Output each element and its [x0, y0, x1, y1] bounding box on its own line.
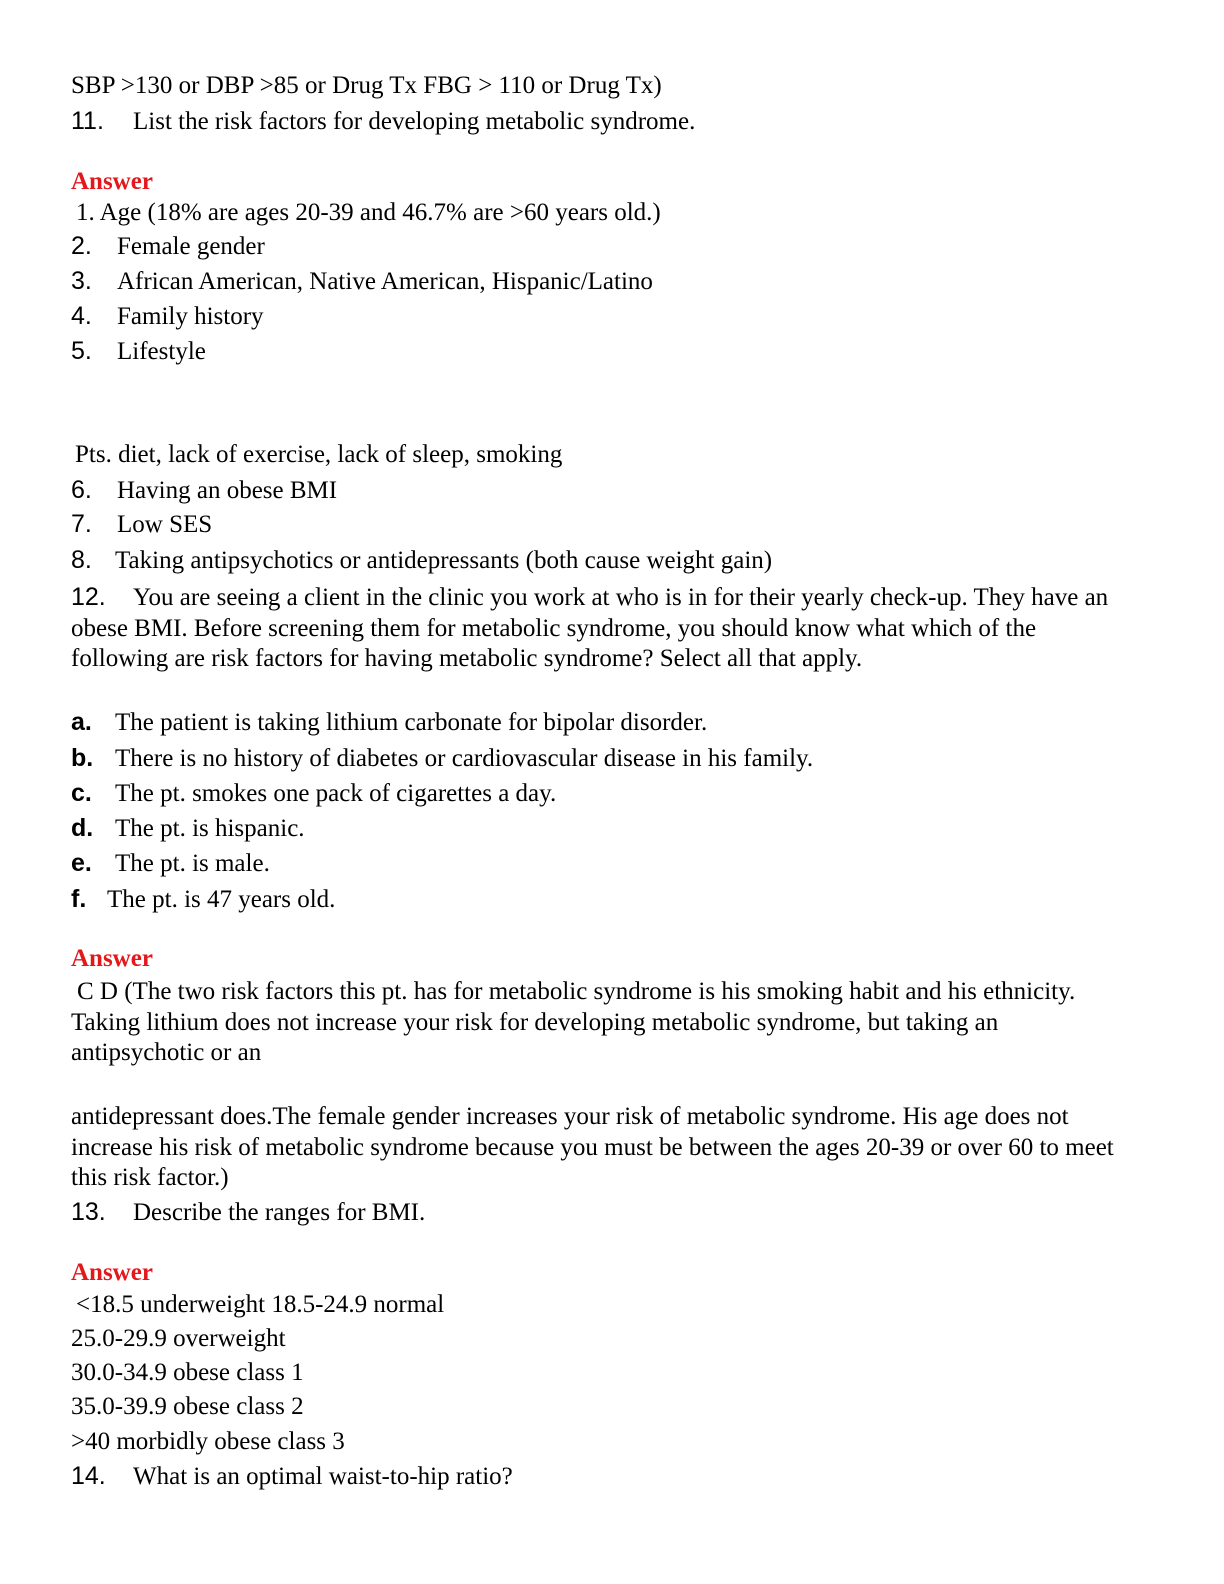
option-text: There is no history of diabetes or cardiovascular disease in his family. — [115, 745, 814, 772]
list-item — [71, 231, 265, 262]
bmi-range: >40 morbidly obese class 3 — [71, 1428, 345, 1455]
answer-12-part-1: C D (The two risk factors this pt. has for metabolic syndrome is his smoking habit and his ethnicity. Taking lithium does not increase your risk for developing metabolic syndrome, but taking an antipsychotic or an — [71, 978, 1076, 1066]
list-item: 1. Age (18% are ages 20-39 and 46.7% are >60 years old.) — [76, 199, 661, 226]
list-text: Family history — [117, 303, 264, 330]
option-b — [71, 743, 813, 774]
option-e — [71, 848, 270, 879]
question-text: List the risk factors for developing metabolic syndrome. — [133, 108, 696, 135]
list-number: 6. — [71, 476, 92, 504]
list-number: 4. — [71, 302, 92, 330]
list-text: Low SES — [117, 511, 213, 538]
bmi-range: 35.0-39.9 obese class 2 — [71, 1393, 304, 1420]
lifestyle-details: Pts. diet, lack of exercise, lack of sleep, smoking — [75, 441, 563, 468]
option-d — [71, 813, 305, 844]
question-14 — [71, 1461, 513, 1492]
list-number: 8. — [71, 546, 92, 574]
option-c — [71, 778, 556, 809]
question-number: 14. — [71, 1462, 106, 1490]
bmi-range: <18.5 underweight 18.5-24.9 normal — [76, 1291, 445, 1318]
option-f — [71, 884, 335, 915]
list-number: 2. — [71, 232, 92, 260]
list-item — [71, 266, 653, 297]
list-item — [71, 336, 206, 367]
question-text: You are seeing a client in the clinic you work at who is in for their yearly check-up. They have an obese BMI. Before screening them for metabolic syndrome, you should know what which of the following are risk factors for having metabolic syndrome? Select all that apply. — [71, 584, 1109, 672]
list-text: African American, Native American, Hispanic/Latino — [117, 268, 653, 295]
option-text: The patient is taking lithium carbonate for bipolar disorder. — [115, 709, 708, 736]
question-text: Describe the ranges for BMI. — [133, 1199, 426, 1226]
question-number: 13. — [71, 1198, 106, 1226]
list-item — [71, 475, 337, 506]
list-text: Female gender — [117, 233, 265, 260]
option-letter: c. — [71, 779, 92, 807]
list-item — [71, 301, 264, 332]
bmi-range: 30.0-34.9 obese class 1 — [71, 1359, 304, 1386]
answer-label: Answer — [71, 1259, 153, 1286]
bmi-range: 25.0-29.9 overweight — [71, 1325, 286, 1352]
answer-label: Answer — [71, 945, 153, 972]
question-number: 12. — [71, 583, 106, 611]
list-text: Having an obese BMI — [117, 477, 338, 504]
question-11 — [71, 106, 695, 137]
option-text: The pt. is 47 years old. — [107, 886, 336, 913]
list-number: 5. — [71, 337, 92, 365]
list-item — [71, 509, 212, 540]
criteria-line: SBP >130 or DBP >85 or Drug Tx FBG > 110 or Drug Tx) — [71, 72, 662, 99]
list-number: 3. — [71, 267, 92, 295]
list-text: Lifestyle — [117, 338, 206, 365]
option-letter: a. — [71, 708, 92, 736]
option-letter: e. — [71, 849, 92, 877]
list-text: Taking antipsychotics or antidepressants (both cause weight gain) — [115, 547, 773, 574]
question-text: What is an optimal waist-to-hip ratio? — [133, 1463, 513, 1490]
answer-label: Answer — [71, 168, 153, 195]
question-12 — [71, 582, 1131, 675]
option-letter: f. — [71, 885, 87, 913]
option-letter: d. — [71, 814, 94, 842]
answer-12-part-2: antidepressant does.The female gender increases your risk of metabolic syndrome. His age does not increase his risk of metabolic syndrome because you must be between the ages 20-39 or over 60 to meet this risk factor.) — [71, 1103, 1114, 1191]
option-text: The pt. is hispanic. — [115, 815, 305, 842]
option-a — [71, 707, 707, 738]
list-item — [71, 545, 772, 576]
question-13 — [71, 1197, 425, 1228]
question-number: 11. — [71, 107, 104, 135]
option-text: The pt. is male. — [115, 850, 270, 877]
list-number: 7. — [71, 510, 92, 538]
option-text: The pt. smokes one pack of cigarettes a day. — [115, 780, 557, 807]
option-letter: b. — [71, 744, 94, 772]
